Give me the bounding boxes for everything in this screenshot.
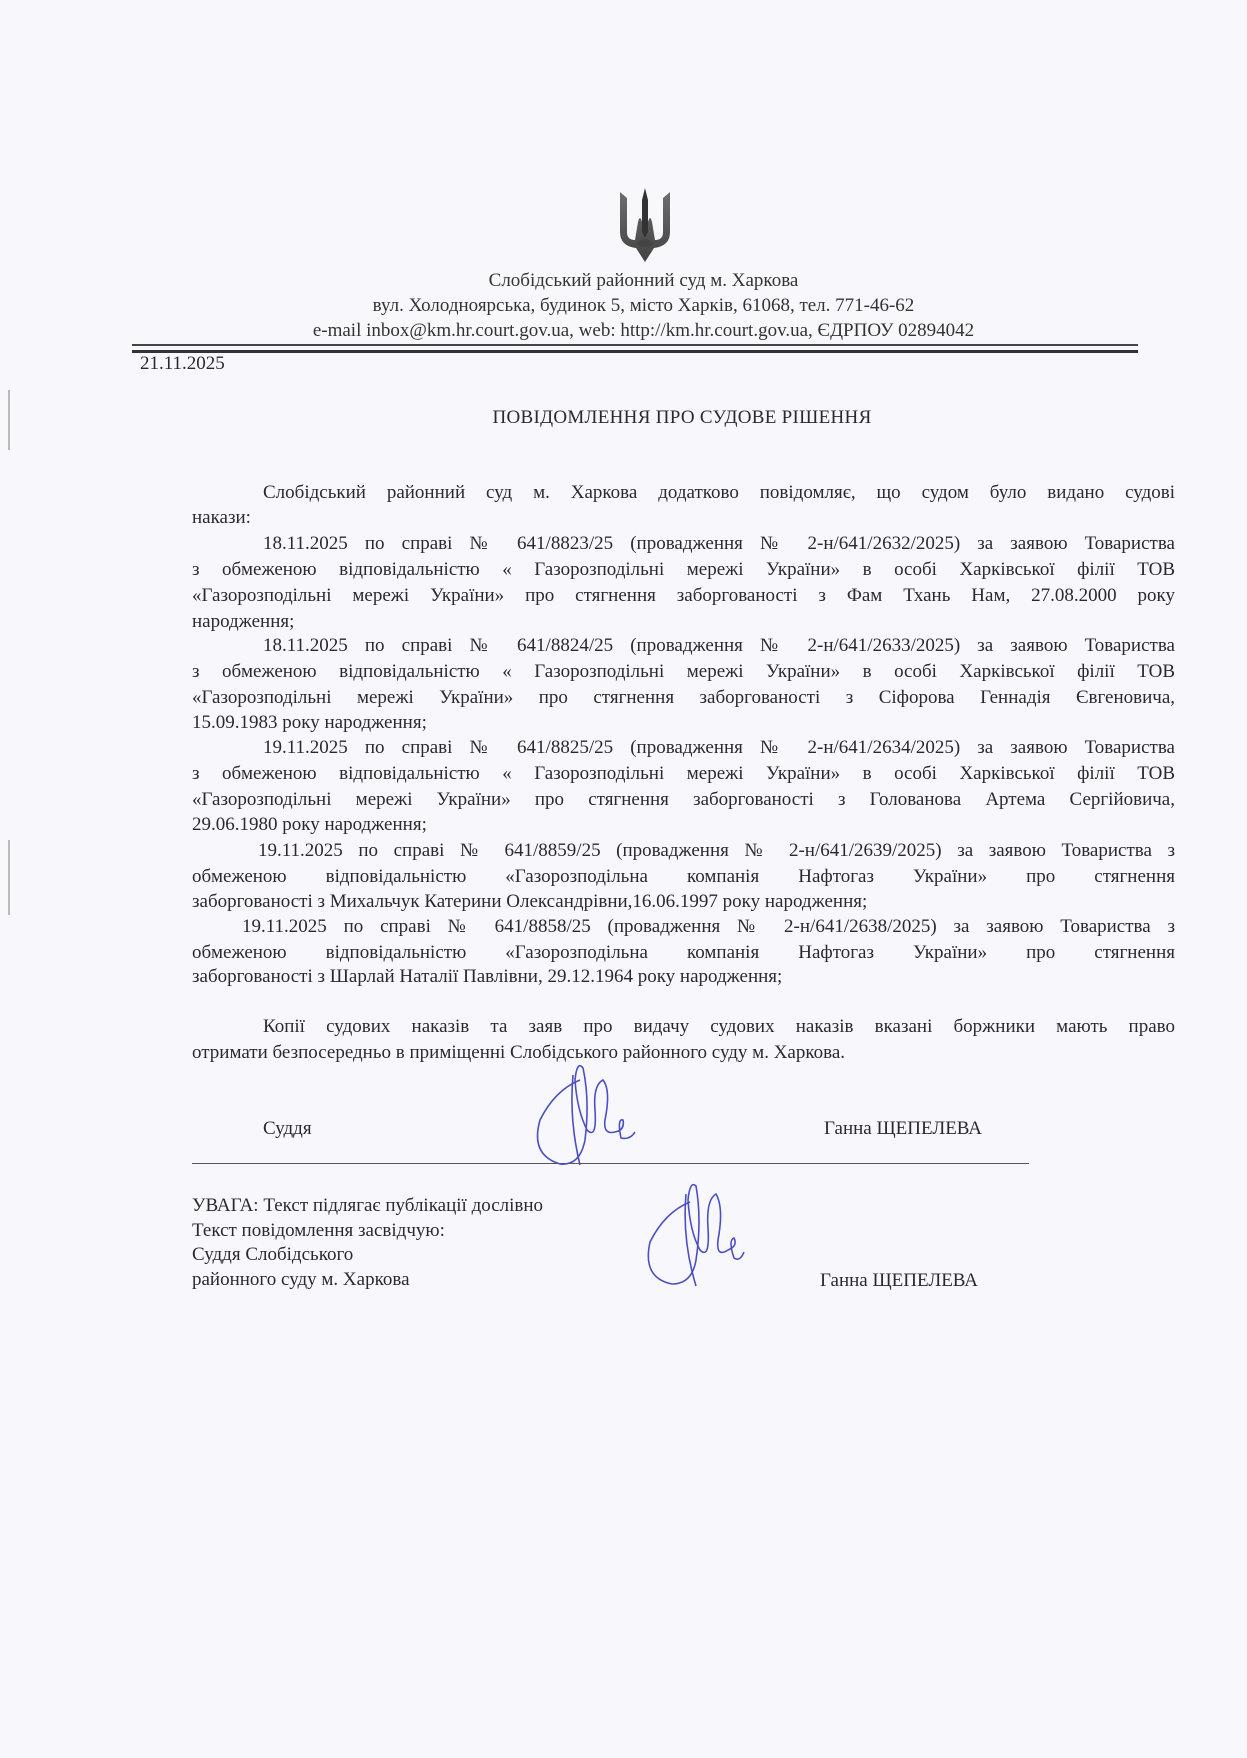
- header-rule: [132, 350, 1138, 353]
- notice-line: Суддя Слобідського: [192, 1244, 354, 1265]
- header-rule: [132, 344, 1138, 346]
- court-name: Слобідський районний суд м. Харкова: [488, 270, 799, 291]
- body-line: 19.11.2025 по справі № 641/8859/25 (провадження № 2-н/641/2639/2025) за заявою Товариства з: [258, 840, 1175, 861]
- body-line: народження;: [192, 611, 295, 632]
- certifier-name: Ганна ЩЕПЕЛЕВА: [820, 1270, 979, 1291]
- body-line: 29.06.1980 року народження;: [192, 814, 427, 835]
- signer-role: Суддя: [263, 1118, 312, 1139]
- body-line: 18.11.2025 по справі № 641/8823/25 (провадження № 2-н/641/2632/2025) за заявою Товариства: [263, 533, 1175, 554]
- body-line: заборгованості з Михальчук Катерини Олександрівни,16.06.1997 року народження;: [192, 891, 868, 912]
- scan-artifact: [8, 390, 10, 450]
- body-line: 18.11.2025 по справі № 641/8824/25 (провадження № 2-н/641/2633/2025) за заявою Товариства: [263, 635, 1175, 656]
- body-line: Копії судових наказів та заяв про видачу судових наказів вказані боржники мають право: [263, 1016, 1175, 1037]
- body-line: отримати безпосередньо в приміщенні Слобідського районного суду м. Харкова.: [192, 1042, 846, 1063]
- body-line: 19.11.2025 по справі № 641/8858/25 (провадження № 2-н/641/2638/2025) за заявою Товариства з: [242, 916, 1175, 937]
- body-line: з обмеженою відповідальністю « Газорозподільні мережі України» в особі Харківської філії ТОВ: [192, 763, 1175, 784]
- body-line: обмеженою відповідальністю «Газорозподільна компанія Нафтогаз України» про стягнення: [192, 866, 1175, 887]
- body-line: з обмеженою відповідальністю « Газорозподільні мережі України» в особі Харківської філії ТОВ: [192, 661, 1175, 682]
- notice-line: Текст повідомлення засвідчую:: [192, 1220, 445, 1241]
- signer-name: Ганна ЩЕПЕЛЕВА: [824, 1118, 983, 1139]
- court-contacts: e-mail inbox@km.hr.court.gov.ua, web: http://km.hr.court.gov.ua, ЄДРПОУ 02894042: [312, 320, 975, 341]
- document-title: ПОВІДОМЛЕННЯ ПРО СУДОВЕ РІШЕННЯ: [492, 407, 872, 428]
- body-line: накази:: [192, 507, 251, 528]
- document-date: 21.11.2025: [140, 353, 225, 374]
- body-line: «Газорозподільні мережі України» про стягнення заборгованості з Сіфорова Геннадія Євгеновича,: [192, 687, 1175, 708]
- body-line: з обмеженою відповідальністю « Газорозподільні мережі України» в особі Харківської філії ТОВ: [192, 559, 1175, 580]
- body-line: заборгованості з Шарлай Наталії Павлівни, 29.12.1964 року народження;: [192, 966, 783, 987]
- coat-of-arms-icon: [610, 188, 680, 266]
- signature-image: [640, 1180, 765, 1290]
- body-line: 15.09.1983 року народження;: [192, 712, 427, 733]
- notice-line: УВАГА: Текст підлягає публікації дослівно: [192, 1195, 544, 1216]
- body-line: «Газорозподільні мережі України» про стягнення заборгованості з Голованова Артема Сергійовича,: [192, 789, 1175, 810]
- notice-line: районного суду м. Харкова: [192, 1269, 410, 1290]
- signature-image: [525, 1060, 650, 1170]
- body-line: обмеженою відповідальністю «Газорозподільна компанія Нафтогаз України» про стягнення: [192, 942, 1175, 963]
- scan-artifact: [8, 840, 10, 915]
- body-line: «Газорозподільні мережі України» про стягнення заборгованості з Фам Тхань Нам, 27.08.2000 року: [192, 585, 1175, 606]
- body-line: 19.11.2025 по справі № 641/8825/25 (провадження № 2-н/641/2634/2025) за заявою Товариства: [263, 737, 1175, 758]
- court-address: вул. Холодноярська, будинок 5, місто Харків, 61068, тел. 771-46-62: [372, 295, 915, 316]
- body-line: Слобідський районний суд м. Харкова додатково повідомляє, що судом було видано судові: [263, 482, 1175, 503]
